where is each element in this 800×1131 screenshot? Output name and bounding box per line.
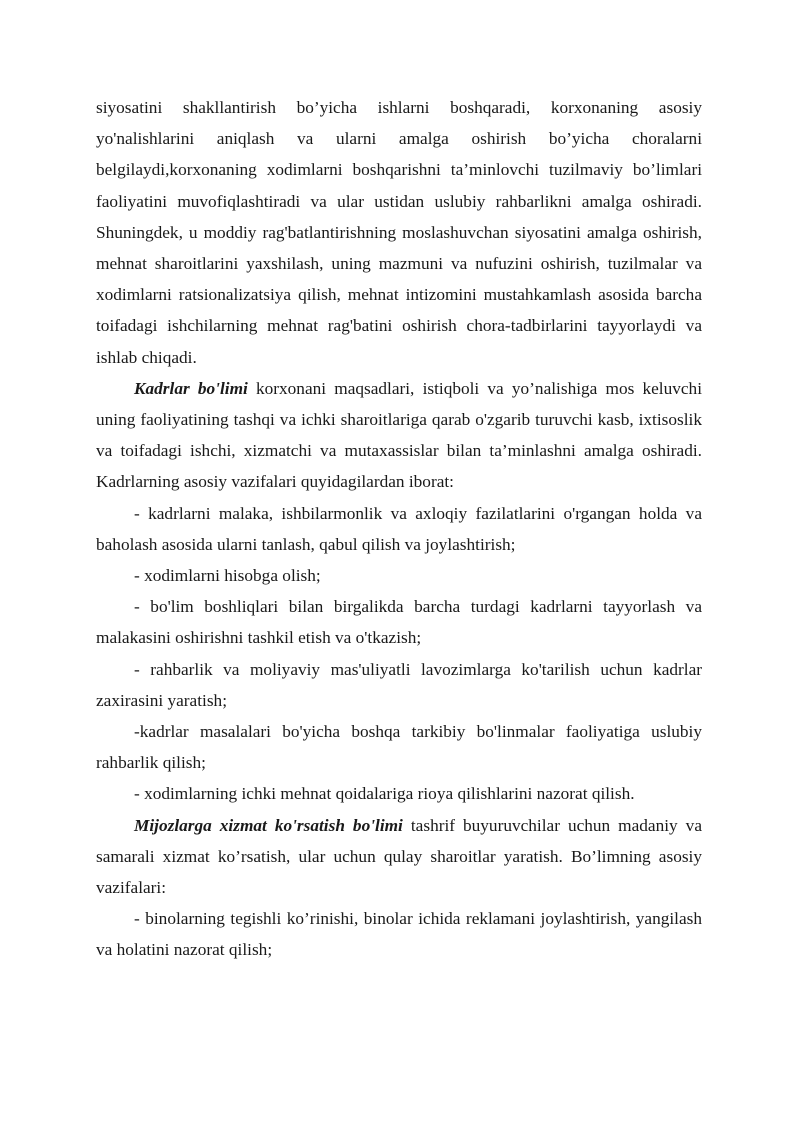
paragraph-mijozlarga-xizmat	[96, 810, 702, 904]
list-item-text: - rahbarlik va moliyaviy mas'uliyatli lavozimlarga ko'tarilish uchun kadrlar zaxirasini yaratish;	[96, 659, 702, 710]
list-item-text: - xodimlarni hisobga olish;	[134, 566, 321, 586]
paragraph-kadrlar-bolimi	[96, 373, 702, 498]
document-page	[96, 92, 702, 966]
list-item-text: - kadrlarni malaka, ishbilarmonlik va axloqiy fazilatlarini o'rgangan holda va baholash asosida ularni tanlash, qabul qilish va joylashtirish;	[96, 503, 702, 554]
list-item-text: - bo'lim boshliqlari bilan birgalikda barcha turdagi kadrlarni tayyorlash va malakasini oshirishni tashkil etish va o'tkazish;	[96, 597, 702, 648]
section-term: Kadrlar bo'limi	[134, 378, 248, 398]
list-item	[96, 778, 702, 809]
paragraph-intro	[96, 92, 702, 373]
list-item	[96, 716, 702, 778]
list-item	[96, 903, 702, 965]
list-item	[96, 591, 702, 653]
paragraph-text: siyosatini shakllantirish bo’yicha ishlarni boshqaradi, korxonaning asosiy yo'nalishlarini aniqlash va ularni amalga oshirish bo’yicha choralarni belgilaydi,korxonaning xodimlarni boshqarishni ta’minlovchi tuzilmaviy bo’limlari faoliyatini muvofiqlashtiradi va ular ustidan uslubiy rahbarlikni amalga oshiradi. Shuningdek, u moddiy rag'batlantirishning moslashuvchan siyosatini amalga oshirish, mehnat sharoitlarini yaxshilash, uning mazmuni va nufuzini oshirish, tuzilmalar va xodimlarni ratsionalizatsiya qilish, mehnat intizomini mustahkamlash asosida barcha toifadagi ishchilarning mehnat rag'batini oshirish chora-tadbirlarini tayyorlaydi va ishlab chiqadi.	[96, 98, 702, 367]
section-term: Mijozlarga xizmat ko'rsatish bo'limi	[134, 815, 403, 835]
list-item	[96, 654, 702, 716]
list-item-text: -kadrlar masalalari bo'yicha boshqa tarkibiy bo'linmalar faoliyatiga uslubiy rahbarlik qilish;	[96, 722, 702, 773]
paragraph-text: korxonani maqsadlari, istiqboli va yo’nalishiga mos keluvchi uning faoliyatining tashqi va ichki sharoitlariga qarab o'zgarib turuvchi kasb, ixtisoslik va toifadagi ishchi, xizmatchi va mutaxassislar bilan ta’minlashni amalga oshiradi. Kadrlarning asosiy vazifalari quyidagilardan iborat:	[96, 378, 702, 492]
list-item	[96, 498, 702, 560]
list-item	[96, 560, 702, 591]
list-item-text: - xodimlarning ichki mehnat qoidalariga rioya qilishlarini nazorat qilish.	[134, 784, 635, 804]
list-item-text: - binolarning tegishli ko’rinishi, binolar ichida reklamani joylashtirish, yangilash va holatini nazorat qilish;	[96, 909, 702, 960]
paragraph-text: tashrif buyuruvchilar uchun madaniy va samarali xizmat ko’rsatish, ular uchun qulay sharoitlar yaratish. Bo’limning asosiy vazifalari:	[96, 815, 702, 898]
